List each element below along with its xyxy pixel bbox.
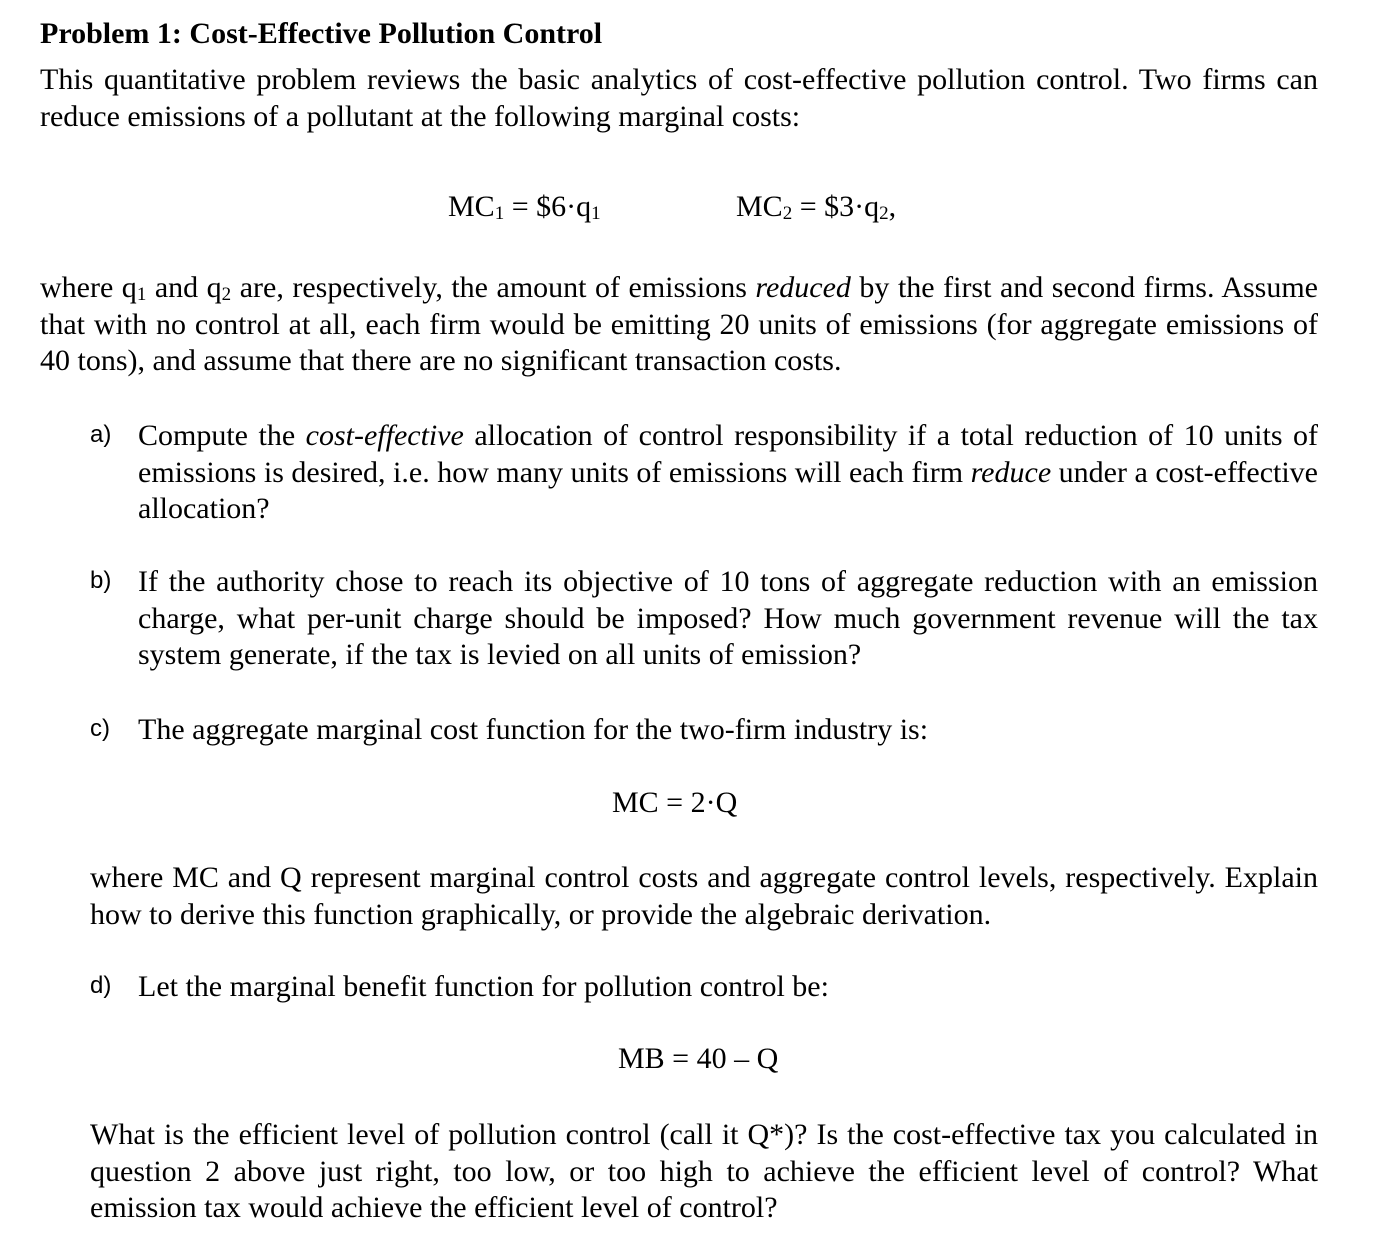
question-c-text: The aggregate marginal cost function for the two-firm industry is: xyxy=(138,713,929,746)
question-b xyxy=(90,564,1318,674)
intro-paragraph: This quantitative problem reviews the basic analytics of cost-effective pollution control. Two firms can reduce emissions of a pollutant at the following marginal costs: xyxy=(40,63,1318,133)
definitions-paragraph: where $q_1$ and $q_2$ are, respectively, the amount of emissions reduced by the first and second firms. Assume that with no control at all, each firm would be emitting 20 units of emissions (for aggregate emissions of 40 tons), and assume that there are no significant transaction costs. xyxy=(40,271,1318,377)
equation-mc2: $MC_2$ = $\$3\cdot q_2$, xyxy=(736,190,897,224)
question-d-text: Let the marginal benefit function for pollution control be: xyxy=(138,970,829,1003)
question-b-label: b) xyxy=(90,567,112,594)
question-c-label: c) xyxy=(90,715,110,742)
problem-title: Problem 1: Cost-Effective Pollution Control xyxy=(40,17,603,50)
question-a xyxy=(90,418,1318,528)
question-d xyxy=(90,969,1318,1006)
question-c xyxy=(90,712,1318,749)
equation-aggregate-mc: MC = 2·Q xyxy=(612,786,738,819)
question-b-text: If the authority chose to reach its objective of 10 tons of aggregate reduction with an emission charge, what per-unit charge should be imposed? How much government revenue will the tax system generate, if the tax is levied on all units of emission? xyxy=(138,565,1318,671)
question-d-followup: What is the efficient level of pollution control (call it Q*)? Is the cost-effective tax you calculated in question 2 above just right, too low, or too high to achieve the efficient level of control? What emission tax would achieve the efficient level of control? xyxy=(90,1118,1318,1224)
question-a-text: Compute the cost-effective allocation of control responsibility if a total reduction of 10 units of emissions is desired, i.e. how many units of emissions will each firm reduce under a cost-effective allocation? xyxy=(138,419,1319,525)
equation-mc1: $MC_1$ = $\$6\cdot q_1$ xyxy=(448,190,601,224)
equation-marginal-benefit: MB = 40 – Q xyxy=(618,1042,779,1075)
question-d-label: d) xyxy=(90,972,112,999)
question-c-followup: where MC and Q represent marginal control costs and aggregate control levels, respectively. Explain how to derive this function graphically, or provide the algebraic derivation. xyxy=(90,861,1318,931)
question-a-label: a) xyxy=(90,421,112,448)
